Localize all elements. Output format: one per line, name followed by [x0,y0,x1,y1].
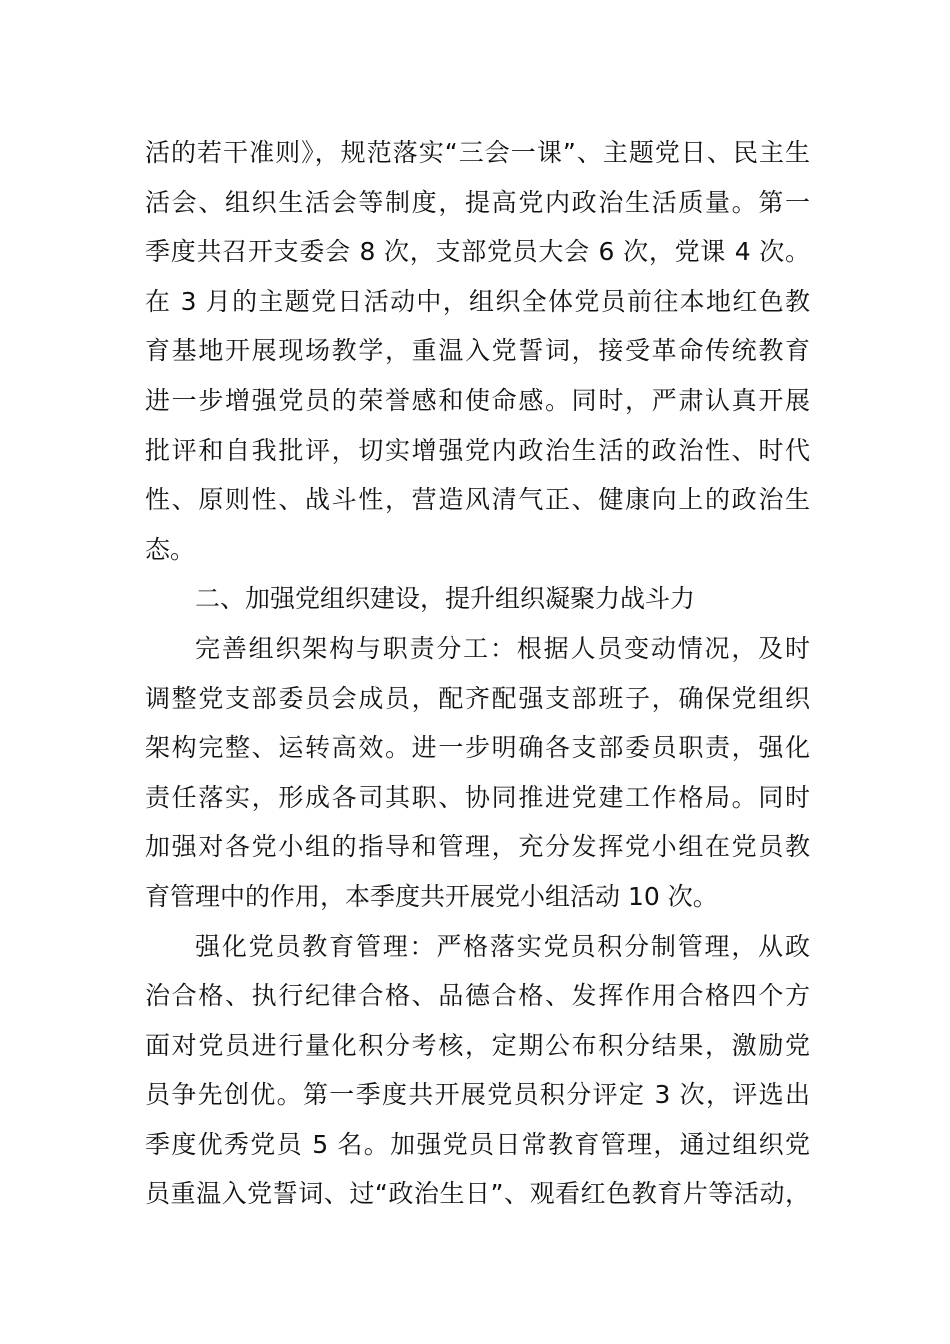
body-line: 季度共召开支委会 8 次，支部党员大会 6 次，党课 4 次。 [145,237,810,267]
body-line: 责任落实，形成各司其职、协同推进党建工作格局。同时 [145,782,810,812]
body-line: 员重温入党誓词、过“政治生日”、观看红色教育片等活动， [145,1179,810,1209]
body-line: 治合格、执行纪律合格、品德合格、发挥作用合格四个方 [145,981,810,1011]
body-line: 批评和自我批评，切实增强党内政治生活的政治性、时代 [145,435,810,465]
body-line: 在 3 月的主题党日活动中，组织全体党员前往本地红色教 [145,286,810,316]
body-line: 进一步增强党员的荣誉感和使命感。同时，严肃认真开展 [145,385,810,415]
body-line: 员争先创优。第一季度共开展党员积分评定 3 次，评选出 [145,1080,810,1110]
body-line: 面对党员进行量化积分考核，定期公布积分结果，激励党 [145,1030,810,1060]
body-line-last: 育管理中的作用，本季度共开展党小组活动 10 次。 [145,881,718,911]
body-line: 加强对各党小组的指导和管理，充分发挥党小组在党员教 [145,832,810,862]
body-line: 架构完整、运转高效。进一步明确各支部委员职责，强化 [145,733,810,763]
body-line: 季度优秀党员 5 名。加强党员日常教育管理，通过组织党 [145,1129,810,1159]
body-line: 调整党支部委员会成员，配齐配强支部班子，确保党组织 [145,683,810,713]
body-line: 性、原则性、战斗性，营造风清气正、健康向上的政治生 [145,485,810,515]
paragraph-first-line: 完善组织架构与职责分工：根据人员变动情况，及时 [195,633,810,663]
body-line: 活的若干准则》，规范落实“三会一课”、主题党日、民主生 [145,138,810,167]
section-heading: 二、加强党组织建设，提升组织凝聚力战斗力 [195,584,696,614]
body-line-last: 态。 [145,534,196,564]
paragraph-first-line: 强化党员教育管理：严格落实党员积分制管理，从政 [195,931,810,961]
document-body [145,128,810,1219]
body-line: 活会、组织生活会等制度，提高党内政治生活质量。第一 [145,187,810,217]
body-line: 育基地开展现场教学，重温入党誓词，接受革命传统教育 [145,336,810,366]
